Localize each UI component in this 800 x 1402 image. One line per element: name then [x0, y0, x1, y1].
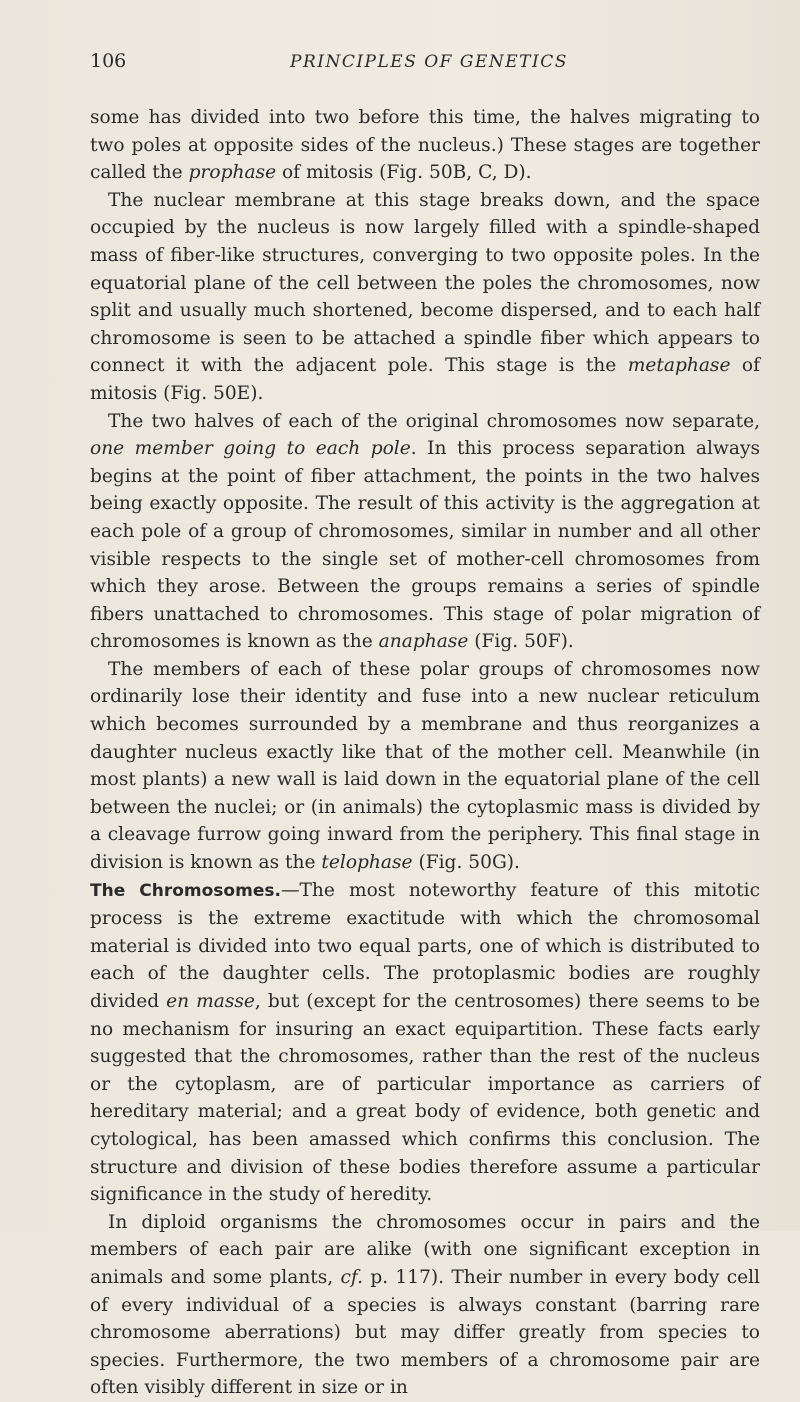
running-head: PRINCIPLES OF GENETICS — [290, 52, 568, 72]
abbreviation-cf: cf. — [340, 1266, 364, 1288]
term-metaphase: metaphase — [627, 355, 731, 377]
text-run: The members of each of these polar groups of chromosomes now ordinarily lose their identity and fuse into a new nuclear reticulum which becomes surrounded by a membrane and thus reorganizes a daughter nucleus exactly like that of the mother cell. Meanwhile (in most plants) a new wall is laid down in the equatorial plane of the cell between the nuclei; or (in animals) the cytoplasmic mass is divided by a cleavage furrow going inward from the periphery. This final stage in division is known as the — [90, 658, 760, 874]
text-run: of mitosis (Fig. 50E). — [90, 355, 760, 404]
paragraph-6 — [90, 1209, 760, 1402]
term-prophase: prophase — [188, 162, 277, 184]
text-run: The two halves of each of the original chromosomes now separate, — [108, 410, 760, 432]
text-run: —The most noteworthy feature of this mitotic process is the extreme exactitude with which the chromosomal material is divided into two equal parts, one of which is distributed to each of the daughter cells. The protoplasmic bodies are roughly divided — [90, 879, 760, 1012]
paragraph-3 — [90, 408, 760, 656]
text-run: of mitosis (Fig. 50B, C, D). — [276, 162, 532, 184]
text-run: p. 117). Their number in every body cell of every individual of a species is always constant (barring rare chromosome aberrations) but may differ greatly from species to species. Furthermore, the two members of a chromosome pair are often visibly different in size or in — [90, 1266, 761, 1399]
body-text — [90, 104, 760, 1402]
text-run: The nuclear membrane at this stage breaks down, and the space occupied by the nucleus is now largely filled with a spindle-shaped mass of fiber-like structures, converging to two opposite poles. In the equatorial plane of the cell between the poles the chromosomes, now split and usually much shortened, become dispersed, and to each half chromosome is seen to be attached a spindle fiber which appears to connect it with the adjacent pole. This stage is the — [90, 189, 760, 377]
text-run: (Fig. 50G). — [412, 852, 520, 874]
text-run: some has divided into two before this time, the halves migrating to two poles at opposite sides of the nucleus.) These stages are together called the — [90, 107, 760, 184]
paragraph-5 — [90, 877, 760, 1209]
paragraph-2 — [90, 187, 760, 408]
paragraph-4 — [90, 656, 760, 877]
text-run: , but (except for the centrosomes) there seems to be no mechanism for insuring an exact equipartition. These facts early suggested that the chromosomes, rather than the rest of the nucleus or the cytoplasm, are of particular importance as carriers of hereditary material; and a great body of evidence, both genetic and cytological, has been amassed which confirms this conclusion. The structure and division of these bodies therefore assume a particular significance in the study of heredity. — [90, 991, 760, 1206]
emphasis-phrase: one member going to each pole — [90, 438, 411, 460]
term-en-masse: en masse — [166, 991, 255, 1012]
term-anaphase: anaphase — [378, 631, 469, 653]
section-heading: The Chromosomes. — [90, 880, 281, 901]
page-number: 106 — [90, 50, 127, 72]
page-header — [90, 50, 760, 82]
paragraph-1 — [90, 104, 760, 187]
term-telophase: telophase — [321, 852, 413, 874]
text-run: (Fig. 50F). — [468, 631, 574, 653]
text-run: . In this process separation always begins at the point of fiber attachment, the points in the two halves being exactly opposite. The result of this activity is the aggregation at each pole of a group of chromosomes, similar in number and all other visible respects to the single set of mother-cell chromosomes from which they arose. Between the groups remains a series of spindle fibers unattached to chromosomes. This stage of polar migration of chromosomes is known as the — [90, 438, 760, 653]
text-run: In diploid organisms the chromosomes occur in pairs and the members of each pair are alike (with one significant exception in animals and some plants, — [90, 1211, 760, 1288]
